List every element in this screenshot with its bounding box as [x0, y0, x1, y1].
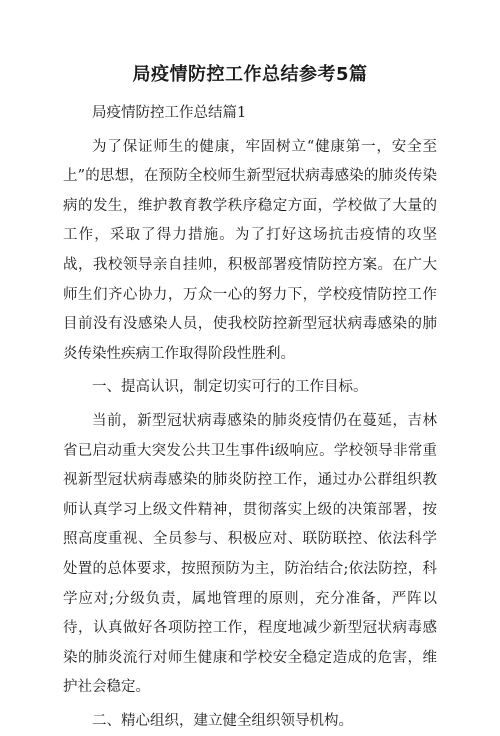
- document-title: 局疫情防控工作总结参考5篇: [132, 64, 368, 85]
- section-heading: 局疫情防控工作总结篇1: [92, 105, 247, 121]
- paragraph-point-one: 当前，新型冠状病毒感染的肺炎疫情仍在蔓延，吉林省已启动重大突发公共卫生事件ⅰ级响应。学校领导非常重视新型冠状病毒感染的肺炎防控工作，通过办公群组织教师认真学习上级文件精神，贯彻落实上级的决策部署，按照高度重视、全员参与、积极应对、联防联控、依法科学处置的总体要求，按照预防为主，防治结合;依法防控，科学应对;分级负责，属地管理的原则，充分准备，严阵以待，认真做好各项防控工作，程度地减少新型冠状病毒感染的肺炎流行对师生健康和学校安全稳定造成的危害，维护社会稳定。: [63, 412, 437, 696]
- paragraph-intro: 为了保证师生的健康，牢固树立“健康第一，安全至上”的思想，在预防全校师生新型冠状病毒感染的肺炎传染病的发生，维护教育教学秩序稳定方面，学校做了大量的工作，采取了得力措施。为了打好这场抗击疫情的攻坚战，我校领导亲自挂帅，积极部署疫情防控方案。在广大师生们齐心协力，万众一心的努力下，学校疫情防控工作目前没有没感染人员，使我校防控新型冠状病毒感染的肺炎传染性疾病工作取得阶段性胜利。: [63, 138, 437, 362]
- heading-point-one: 一、提高认识，制定切实可行的工作目标。: [92, 379, 368, 396]
- heading-point-two: 二、精心组织，建立健全组织领导机构。: [92, 712, 353, 729]
